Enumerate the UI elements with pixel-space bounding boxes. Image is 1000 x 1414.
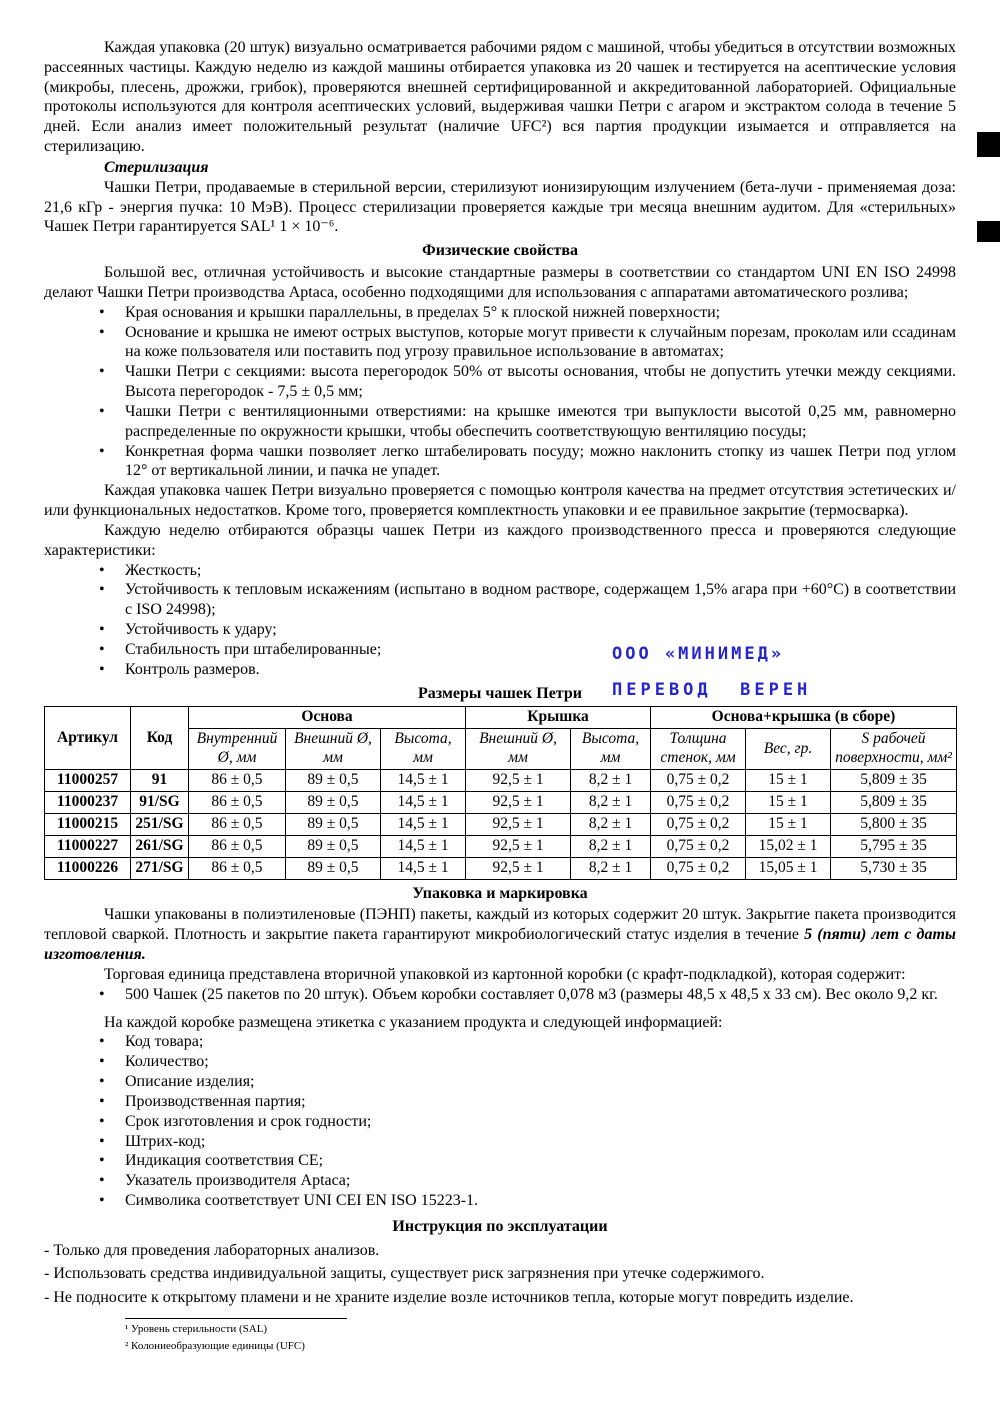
list-item: • Индикация соответствия CE; <box>97 1151 956 1171</box>
cell-surface: 5,800 ± 35 <box>831 813 957 835</box>
cell-lid-height: 8,2 ± 1 <box>571 791 651 813</box>
cell-article: 11000227 <box>45 835 131 857</box>
cell-lid-outer-d: 92,5 ± 1 <box>466 791 571 813</box>
list-item: • Символика соответствует UNI CEI EN ISO 15223-1. <box>97 1191 956 1211</box>
scan-artifact <box>977 132 1000 157</box>
list-item: • 500 Чашек (25 пакетов по 20 штук). Объем коробки составляет 0,078 м3 (размеры 48,5 x 48,5 x 33 см). Вес около 9,2 кг. <box>97 985 956 1005</box>
cell-inner-d: 86 ± 0,5 <box>189 835 286 857</box>
table-row <box>45 791 957 813</box>
col-header-weight: Вес, гр. <box>746 729 831 770</box>
list-item: • Жесткость; <box>97 561 956 581</box>
cell-height: 14,5 ± 1 <box>381 835 466 857</box>
cell-wall: 0,75 ± 0,2 <box>651 857 746 879</box>
list-item: • Устойчивость к тепловым искажениям (испытано в водном растворе, содержащем 1,5% агара при +60°C) в соответствии с ISO 24998); <box>97 580 956 620</box>
stamp-translation-verified: ПЕРЕВОД ВЕРЕН <box>612 680 812 701</box>
col-header-article: Артикул <box>45 707 131 770</box>
label-items-list <box>44 1032 956 1210</box>
paragraph-sterilization: Чашки Петри, продаваемые в стерильной версии, стерилизуют ионизирующим излучением (бета-лучи - применяемая доза: 21,6 кГр - энергия пучка: 10 МэВ). Процесс стерилизации проверяется каждые три месяца внешним аудитом. Для «стерильных» Чашек Петри гарантируется SAL¹ 1 × 10⁻⁶. <box>44 178 956 236</box>
cell-outer-d: 89 ± 0,5 <box>286 813 381 835</box>
table-group-header-row <box>45 707 957 729</box>
cell-article: 11000237 <box>45 791 131 813</box>
paragraph-quality-control: Каждая упаковка чашек Петри визуально проверяется с помощью контроля качества на предмет отсутствия эстетических и/или функциональных недостатков. Кроме того, проверяется комплектность упаковки и ее правильное закрытие (термосварка). <box>44 482 956 520</box>
cell-inner-d: 86 ± 0,5 <box>189 770 286 792</box>
cell-outer-d: 89 ± 0,5 <box>286 770 381 792</box>
cell-wall: 0,75 ± 0,2 <box>651 835 746 857</box>
cell-inner-d: 86 ± 0,5 <box>189 857 286 879</box>
list-item: • Описание изделия; <box>97 1072 956 1092</box>
list-item: • Чашки Петри с вентиляционными отверстиями: на крышке имеются три выпуклости высотой 0,25 мм, равномерно распределенные по окружности крышки, чтобы обеспечить соответствующую вентиляцию посуды; <box>97 402 956 442</box>
cell-surface: 5,809 ± 35 <box>831 791 957 813</box>
list-item: • Чашки Петри с секциями: высота перегородок 50% от высоты основания, чтобы не допустить утечки между секциями. Высота перегородок - 7,5 ± 0,5 мм; <box>97 362 956 402</box>
physical-properties-list <box>44 303 956 481</box>
list-item: • Основание и крышка не имеют острых выступов, которые могут привести к случайным порезам, проколам или ссадинам на коже пользователя или поставить под угрозу правильное использование в автоматах; <box>97 323 956 363</box>
list-item: • Конкретная форма чашки позволяет легко штабелировать посуду; можно наклонить стопку из чашек Петри под углом 12° от вертикальной линии, и пачка не упадет. <box>97 442 956 482</box>
heading-sterilization: Стерилизация <box>104 158 209 176</box>
cell-lid-height: 8,2 ± 1 <box>571 813 651 835</box>
cell-outer-d: 89 ± 0,5 <box>286 835 381 857</box>
col-group-base: Основа <box>189 707 466 729</box>
translation-stamp <box>612 644 811 701</box>
paragraph-trade-unit: Торговая единица представлена вторичной упаковкой из картонной коробки (с крафт-подкладкой), которая содержит: <box>104 965 906 983</box>
list-item: • Указатель производителя Aptaca; <box>97 1171 956 1191</box>
instruction-line: - Только для проведения лабораторных анализов. <box>44 1241 380 1259</box>
petri-dish-dimensions-table <box>44 706 957 879</box>
list-item: • Контроль размеров. <box>97 660 956 680</box>
list-item: • Штрих-код; <box>97 1132 956 1152</box>
list-item: • Код товара; <box>97 1032 956 1052</box>
col-header-inner-diameter: Внутренний Ø, мм <box>189 729 286 770</box>
cell-inner-d: 86 ± 0,5 <box>189 813 286 835</box>
cell-lid-outer-d: 92,5 ± 1 <box>466 857 571 879</box>
heading-packaging: Упаковка и маркировка <box>412 884 588 902</box>
cell-article: 11000226 <box>45 857 131 879</box>
cell-lid-outer-d: 92,5 ± 1 <box>466 835 571 857</box>
cell-weight: 15 ± 1 <box>746 770 831 792</box>
col-header-wall-thickness: Толщина стенок, мм <box>651 729 746 770</box>
col-header-base-height: Высота, мм <box>381 729 466 770</box>
cell-code: 261/SG <box>131 835 189 857</box>
cell-code: 251/SG <box>131 813 189 835</box>
weekly-checks-list <box>44 561 956 680</box>
stamp-company-name: ООО «МИНИМЕД» <box>612 644 785 664</box>
heading-physical-properties: Физические свойства <box>421 242 579 260</box>
footnotes <box>125 1318 956 1354</box>
cell-outer-d: 89 ± 0,5 <box>286 791 381 813</box>
list-item: • Края основания и крышки параллельны, в пределах 5° к плоской нижней поверхности; <box>97 303 956 323</box>
table-row <box>45 835 957 857</box>
cell-height: 14,5 ± 1 <box>381 857 466 879</box>
col-group-lid: Крышка <box>466 707 651 729</box>
scan-artifact <box>977 221 1000 242</box>
cell-inner-d: 86 ± 0,5 <box>189 791 286 813</box>
list-item: • Производственная партия; <box>97 1092 956 1112</box>
cell-lid-outer-d: 92,5 ± 1 <box>466 813 571 835</box>
cell-outer-d: 89 ± 0,5 <box>286 857 381 879</box>
cell-wall: 0,75 ± 0,2 <box>651 813 746 835</box>
paragraph-packaging <box>44 905 956 964</box>
heading-dimensions: Размеры чашек Петри <box>418 684 582 702</box>
heading-usage-instructions: Инструкция по эксплуатации <box>392 1217 608 1235</box>
col-group-assembly: Основа+крышка (в сборе) <box>651 707 957 729</box>
cell-lid-height: 8,2 ± 1 <box>571 835 651 857</box>
cell-height: 14,5 ± 1 <box>381 813 466 835</box>
footnote-ufc: ² Колониеобразующие единицы (UFC) <box>125 1339 305 1352</box>
list-item: • Стабильность при штабелированные; <box>97 640 956 660</box>
cell-lid-outer-d: 92,5 ± 1 <box>466 770 571 792</box>
footnote-sal: ¹ Уровень стерильности (SAL) <box>125 1323 268 1336</box>
paragraph-physical-intro: Большой вес, отличная устойчивость и высокие стандартные размеры в соответствии со стандартом UNI EN ISO 24998 делают Чашки Петри производства Aptaca, особенно подходящими для использования с аппаратами автоматического розлива; <box>44 264 956 301</box>
table-row <box>45 857 957 879</box>
col-header-lid-outer-diameter: Внешний Ø, мм <box>466 729 571 770</box>
col-header-surface: S рабочей поверхности, мм² <box>831 729 957 770</box>
col-header-outer-diameter: Внешний Ø, мм <box>286 729 381 770</box>
col-header-code: Код <box>131 707 189 770</box>
cell-code: 271/SG <box>131 857 189 879</box>
paragraph-weekly-samples: Каждую неделю отбираются образцы чашек Петри из каждого производственного пресса и проверяются следующие характеристики: <box>44 521 956 559</box>
col-header-lid-height: Высота, мм <box>571 729 651 770</box>
cell-weight: 15 ± 1 <box>746 813 831 835</box>
footnote-divider <box>125 1318 347 1319</box>
table-row <box>45 813 957 835</box>
shelf-life-emphasis: 5 (пяти) лет с даты изготовления. <box>44 926 956 964</box>
paragraph-package-inspection: Каждая упаковка (20 штук) визуально осматривается рабочими рядом с машиной, чтобы убедиться в отсутствии возможных рассеянных частицы. Каждую неделю из каждой машины отбирается упаковка из 20 чашек и тестируется на асептические условия (микробы, плесень, дрожжи, грибок), проверяются внешней сертифицированной и аккредитованной лабораторией. Официальные протоколы используются для контроля асептических условий, выдерживая чашки Петри с агаром и экстрактом солода в течение 5 дней. Если анализ имеет положительный результат (наличие UFC²) вся партия продукции изымается и отправляется на стерилизацию. <box>44 39 956 156</box>
cell-surface: 5,730 ± 35 <box>831 857 957 879</box>
cell-surface: 5,809 ± 35 <box>831 770 957 792</box>
instruction-line: - Использовать средства индивидуальной защиты, существует риск загрязнения при утечке содержимого. <box>44 1265 765 1283</box>
cell-surface: 5,795 ± 35 <box>831 835 957 857</box>
list-item: • Количество; <box>97 1052 956 1072</box>
cell-wall: 0,75 ± 0,2 <box>651 791 746 813</box>
cell-article: 11000215 <box>45 813 131 835</box>
cell-code: 91/SG <box>131 791 189 813</box>
cell-code: 91 <box>131 770 189 792</box>
instruction-line: - Не подносите к открытому пламени и не храните изделие возле источников тепла, которые могут повредить изделие. <box>44 1289 854 1307</box>
cell-weight: 15,02 ± 1 <box>746 835 831 857</box>
packaging-text: Чашки упакованы в полиэтиленовые (ПЭНП) пакеты, каждый из которых содержит 20 штук. Закрытие пакета производится тепловой сваркой. Плотность и закрытие пакета гарантируют микробиологический статус изделия в течение <box>44 906 956 944</box>
paragraph-label-info: На каждой коробке размещена этикетка с указанием продукта и следующей информацией: <box>104 1013 723 1031</box>
cell-weight: 15 ± 1 <box>746 791 831 813</box>
list-item: • Срок изготовления и срок годности; <box>97 1112 956 1132</box>
cell-lid-height: 8,2 ± 1 <box>571 857 651 879</box>
cell-weight: 15,05 ± 1 <box>746 857 831 879</box>
cell-height: 14,5 ± 1 <box>381 770 466 792</box>
cell-lid-height: 8,2 ± 1 <box>571 770 651 792</box>
cell-height: 14,5 ± 1 <box>381 791 466 813</box>
cell-article: 11000257 <box>45 770 131 792</box>
table-row <box>45 770 957 792</box>
list-item: • Устойчивость к удару; <box>97 620 956 640</box>
box-contents-list <box>44 985 956 1005</box>
cell-wall: 0,75 ± 0,2 <box>651 770 746 792</box>
